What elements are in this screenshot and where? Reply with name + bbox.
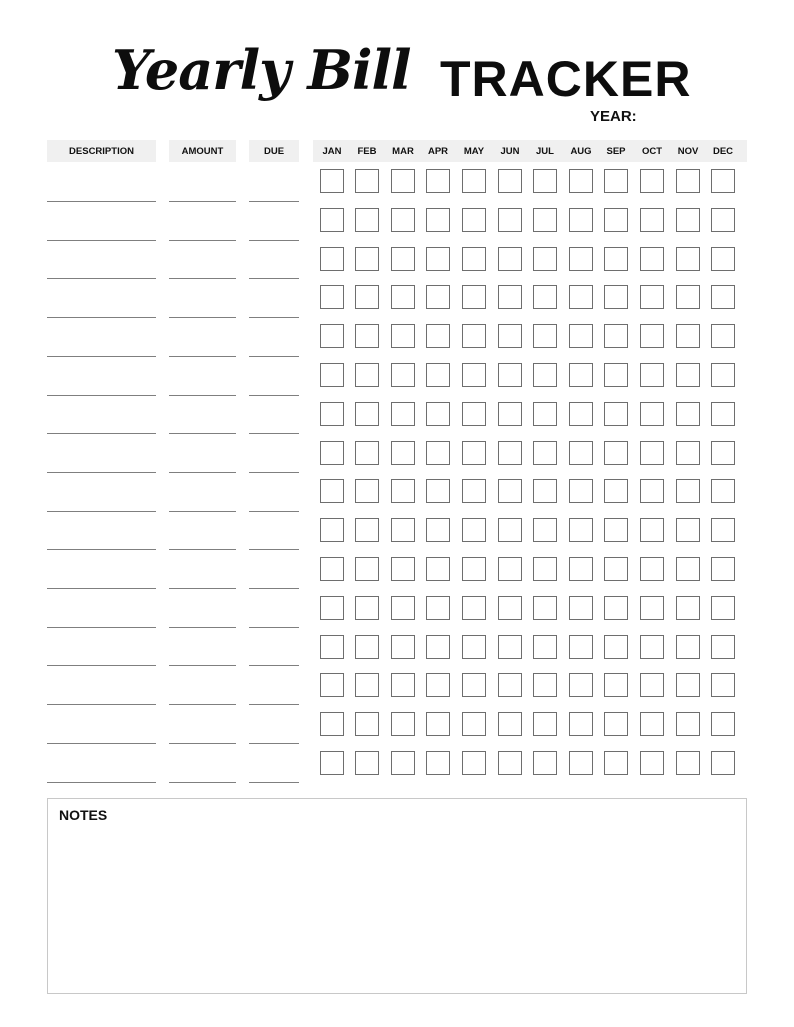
- due-line[interactable]: [249, 472, 299, 473]
- checkbox-nov[interactable]: [676, 712, 700, 736]
- description-line[interactable]: [47, 240, 156, 241]
- checkbox-feb[interactable]: [355, 402, 379, 426]
- checkbox-apr[interactable]: [426, 673, 450, 697]
- month-header-nov: NOV: [677, 145, 699, 157]
- checkbox-aug[interactable]: [569, 712, 593, 736]
- checkbox-jul[interactable]: [533, 208, 557, 232]
- checkbox-dec[interactable]: [711, 285, 735, 309]
- description-line[interactable]: [47, 472, 156, 473]
- checkbox-jul[interactable]: [533, 557, 557, 581]
- due-line[interactable]: [249, 395, 299, 396]
- checkbox-aug[interactable]: [569, 673, 593, 697]
- checkbox-jul[interactable]: [533, 247, 557, 271]
- checkbox-oct[interactable]: [640, 441, 664, 465]
- checkbox-aug[interactable]: [569, 285, 593, 309]
- checkbox-jun[interactable]: [498, 557, 522, 581]
- checkbox-dec[interactable]: [711, 402, 735, 426]
- due-line[interactable]: [249, 240, 299, 241]
- checkbox-apr[interactable]: [426, 324, 450, 348]
- due-line[interactable]: [249, 665, 299, 666]
- checkbox-oct[interactable]: [640, 324, 664, 348]
- checkbox-sep[interactable]: [604, 635, 628, 659]
- checkbox-sep[interactable]: [604, 751, 628, 775]
- checkbox-oct[interactable]: [640, 712, 664, 736]
- checkbox-may[interactable]: [462, 518, 486, 542]
- checkbox-jun[interactable]: [498, 479, 522, 503]
- checkbox-feb[interactable]: [355, 324, 379, 348]
- checkbox-apr[interactable]: [426, 557, 450, 581]
- month-header-jun: JUN: [500, 145, 520, 157]
- checkbox-dec[interactable]: [711, 673, 735, 697]
- checkbox-jan[interactable]: [320, 402, 344, 426]
- due-header: DUE: [249, 140, 299, 162]
- checkbox-aug[interactable]: [569, 363, 593, 387]
- checkbox-feb[interactable]: [355, 208, 379, 232]
- checkbox-dec[interactable]: [711, 479, 735, 503]
- description-line[interactable]: [47, 588, 156, 589]
- checkbox-oct[interactable]: [640, 596, 664, 620]
- checkbox-jan[interactable]: [320, 751, 344, 775]
- checkbox-mar[interactable]: [391, 479, 415, 503]
- month-header-dec: DEC: [712, 145, 734, 157]
- checkbox-may[interactable]: [462, 324, 486, 348]
- checkbox-aug[interactable]: [569, 247, 593, 271]
- checkbox-nov[interactable]: [676, 363, 700, 387]
- checkbox-sep[interactable]: [604, 441, 628, 465]
- month-header-sep: SEP: [606, 145, 626, 157]
- checkbox-aug[interactable]: [569, 751, 593, 775]
- checkbox-sep[interactable]: [604, 169, 628, 193]
- checkbox-dec[interactable]: [711, 208, 735, 232]
- checkbox-feb[interactable]: [355, 751, 379, 775]
- checkbox-dec[interactable]: [711, 363, 735, 387]
- title-script: Yearly Bill: [112, 38, 411, 102]
- checkbox-sep[interactable]: [604, 247, 628, 271]
- month-header-oct: OCT: [641, 145, 663, 157]
- checkbox-feb[interactable]: [355, 479, 379, 503]
- checkbox-jan[interactable]: [320, 441, 344, 465]
- checkbox-aug[interactable]: [569, 324, 593, 348]
- amount-line[interactable]: [169, 472, 236, 473]
- checkbox-mar[interactable]: [391, 324, 415, 348]
- checkbox-may[interactable]: [462, 363, 486, 387]
- checkbox-nov[interactable]: [676, 324, 700, 348]
- checkbox-apr[interactable]: [426, 751, 450, 775]
- description-line[interactable]: [47, 433, 156, 434]
- due-line[interactable]: [249, 549, 299, 550]
- checkbox-may[interactable]: [462, 441, 486, 465]
- checkbox-apr[interactable]: [426, 285, 450, 309]
- checkbox-feb[interactable]: [355, 596, 379, 620]
- amount-line[interactable]: [169, 665, 236, 666]
- checkbox-sep[interactable]: [604, 557, 628, 581]
- checkbox-aug[interactable]: [569, 518, 593, 542]
- checkbox-dec[interactable]: [711, 324, 735, 348]
- checkbox-oct[interactable]: [640, 247, 664, 271]
- checkbox-dec[interactable]: [711, 247, 735, 271]
- checkbox-dec[interactable]: [711, 751, 735, 775]
- checkbox-jul[interactable]: [533, 324, 557, 348]
- checkbox-mar[interactable]: [391, 402, 415, 426]
- checkbox-oct[interactable]: [640, 557, 664, 581]
- description-line[interactable]: [47, 201, 156, 202]
- checkbox-nov[interactable]: [676, 441, 700, 465]
- checkbox-dec[interactable]: [711, 441, 735, 465]
- checkbox-feb[interactable]: [355, 285, 379, 309]
- checkbox-nov[interactable]: [676, 557, 700, 581]
- description-line[interactable]: [47, 704, 156, 705]
- checkbox-apr[interactable]: [426, 479, 450, 503]
- checkbox-mar[interactable]: [391, 557, 415, 581]
- checkbox-sep[interactable]: [604, 324, 628, 348]
- checkbox-jul[interactable]: [533, 402, 557, 426]
- checkbox-jan[interactable]: [320, 363, 344, 387]
- checkbox-mar[interactable]: [391, 285, 415, 309]
- checkbox-may[interactable]: [462, 596, 486, 620]
- checkbox-jun[interactable]: [498, 635, 522, 659]
- checkbox-nov[interactable]: [676, 673, 700, 697]
- checkbox-sep[interactable]: [604, 596, 628, 620]
- checkbox-jun[interactable]: [498, 363, 522, 387]
- due-line[interactable]: [249, 743, 299, 744]
- checkbox-nov[interactable]: [676, 247, 700, 271]
- checkbox-apr[interactable]: [426, 596, 450, 620]
- checkbox-oct[interactable]: [640, 518, 664, 542]
- amount-line[interactable]: [169, 278, 236, 279]
- amount-line[interactable]: [169, 511, 236, 512]
- checkbox-jan[interactable]: [320, 169, 344, 193]
- checkbox-oct[interactable]: [640, 169, 664, 193]
- checkbox-feb[interactable]: [355, 247, 379, 271]
- description-line[interactable]: [47, 395, 156, 396]
- checkbox-feb[interactable]: [355, 557, 379, 581]
- description-line[interactable]: [47, 549, 156, 550]
- checkbox-jul[interactable]: [533, 363, 557, 387]
- checkbox-mar[interactable]: [391, 673, 415, 697]
- due-line[interactable]: [249, 201, 299, 202]
- checkbox-aug[interactable]: [569, 479, 593, 503]
- amount-line[interactable]: [169, 627, 236, 628]
- checkbox-jan[interactable]: [320, 596, 344, 620]
- checkbox-jun[interactable]: [498, 596, 522, 620]
- amount-line[interactable]: [169, 240, 236, 241]
- checkbox-apr[interactable]: [426, 247, 450, 271]
- description-line[interactable]: [47, 511, 156, 512]
- due-line[interactable]: [249, 278, 299, 279]
- description-line[interactable]: [47, 627, 156, 628]
- checkbox-jan[interactable]: [320, 324, 344, 348]
- checkbox-aug[interactable]: [569, 596, 593, 620]
- amount-line[interactable]: [169, 356, 236, 357]
- checkbox-apr[interactable]: [426, 208, 450, 232]
- checkbox-jan[interactable]: [320, 479, 344, 503]
- checkbox-may[interactable]: [462, 169, 486, 193]
- due-line[interactable]: [249, 317, 299, 318]
- checkbox-oct[interactable]: [640, 208, 664, 232]
- due-line[interactable]: [249, 433, 299, 434]
- checkbox-oct[interactable]: [640, 751, 664, 775]
- checkbox-mar[interactable]: [391, 712, 415, 736]
- month-header-mar: MAR: [392, 145, 414, 157]
- checkbox-jul[interactable]: [533, 673, 557, 697]
- checkbox-dec[interactable]: [711, 712, 735, 736]
- checkbox-nov[interactable]: [676, 208, 700, 232]
- checkbox-oct[interactable]: [640, 285, 664, 309]
- checkbox-jul[interactable]: [533, 596, 557, 620]
- months-header: [313, 140, 747, 162]
- amount-line[interactable]: [169, 588, 236, 589]
- description-line[interactable]: [47, 317, 156, 318]
- checkbox-nov[interactable]: [676, 751, 700, 775]
- checkbox-oct[interactable]: [640, 635, 664, 659]
- month-header-aug: AUG: [570, 145, 592, 157]
- checkbox-aug[interactable]: [569, 557, 593, 581]
- amount-line[interactable]: [169, 201, 236, 202]
- checkbox-jun[interactable]: [498, 441, 522, 465]
- checkbox-mar[interactable]: [391, 208, 415, 232]
- checkbox-mar[interactable]: [391, 363, 415, 387]
- checkbox-may[interactable]: [462, 712, 486, 736]
- checkbox-jun[interactable]: [498, 402, 522, 426]
- checkbox-jan[interactable]: [320, 557, 344, 581]
- checkbox-sep[interactable]: [604, 402, 628, 426]
- title-bold: TRACKER: [440, 51, 692, 107]
- amount-line[interactable]: [169, 433, 236, 434]
- checkbox-feb[interactable]: [355, 518, 379, 542]
- checkbox-may[interactable]: [462, 557, 486, 581]
- checkbox-apr[interactable]: [426, 402, 450, 426]
- checkbox-mar[interactable]: [391, 169, 415, 193]
- checkbox-apr[interactable]: [426, 441, 450, 465]
- checkbox-nov[interactable]: [676, 285, 700, 309]
- month-header-jul: JUL: [536, 145, 554, 157]
- checkbox-mar[interactable]: [391, 441, 415, 465]
- checkbox-apr[interactable]: [426, 169, 450, 193]
- description-line[interactable]: [47, 665, 156, 666]
- checkbox-aug[interactable]: [569, 169, 593, 193]
- checkbox-jun[interactable]: [498, 208, 522, 232]
- checkbox-jun[interactable]: [498, 324, 522, 348]
- checkbox-jul[interactable]: [533, 712, 557, 736]
- checkbox-jan[interactable]: [320, 285, 344, 309]
- checkbox-jan[interactable]: [320, 518, 344, 542]
- description-line[interactable]: [47, 356, 156, 357]
- notes-label: NOTES: [59, 807, 108, 823]
- checkbox-dec[interactable]: [711, 635, 735, 659]
- checkbox-apr[interactable]: [426, 635, 450, 659]
- amount-line[interactable]: [169, 704, 236, 705]
- checkbox-mar[interactable]: [391, 635, 415, 659]
- checkbox-jun[interactable]: [498, 751, 522, 775]
- checkbox-nov[interactable]: [676, 402, 700, 426]
- amount-header: AMOUNT: [169, 140, 236, 162]
- checkbox-jun[interactable]: [498, 247, 522, 271]
- checkbox-may[interactable]: [462, 751, 486, 775]
- checkbox-feb[interactable]: [355, 363, 379, 387]
- checkbox-jun[interactable]: [498, 518, 522, 542]
- checkbox-may[interactable]: [462, 247, 486, 271]
- month-header-apr: APR: [427, 145, 449, 157]
- due-line[interactable]: [249, 704, 299, 705]
- checkbox-jul[interactable]: [533, 518, 557, 542]
- checkbox-sep[interactable]: [604, 285, 628, 309]
- checkbox-may[interactable]: [462, 673, 486, 697]
- checkbox-may[interactable]: [462, 635, 486, 659]
- checkbox-nov[interactable]: [676, 518, 700, 542]
- checkbox-mar[interactable]: [391, 518, 415, 542]
- amount-line[interactable]: [169, 549, 236, 550]
- due-line[interactable]: [249, 627, 299, 628]
- checkbox-dec[interactable]: [711, 557, 735, 581]
- checkbox-may[interactable]: [462, 208, 486, 232]
- description-line[interactable]: [47, 743, 156, 744]
- checkbox-dec[interactable]: [711, 518, 735, 542]
- due-line[interactable]: [249, 588, 299, 589]
- checkbox-jul[interactable]: [533, 751, 557, 775]
- checkbox-aug[interactable]: [569, 402, 593, 426]
- checkbox-jan[interactable]: [320, 712, 344, 736]
- checkbox-sep[interactable]: [604, 208, 628, 232]
- amount-line[interactable]: [169, 395, 236, 396]
- checkbox-nov[interactable]: [676, 169, 700, 193]
- due-line[interactable]: [249, 782, 299, 783]
- checkbox-jul[interactable]: [533, 441, 557, 465]
- checkbox-sep[interactable]: [604, 363, 628, 387]
- checkbox-nov[interactable]: [676, 596, 700, 620]
- checkbox-oct[interactable]: [640, 363, 664, 387]
- checkbox-aug[interactable]: [569, 208, 593, 232]
- checkbox-mar[interactable]: [391, 596, 415, 620]
- notes-box[interactable]: [47, 798, 747, 994]
- month-header-feb: FEB: [357, 145, 377, 157]
- checkbox-feb[interactable]: [355, 635, 379, 659]
- checkbox-dec[interactable]: [711, 596, 735, 620]
- month-header-may: MAY: [463, 145, 485, 157]
- checkbox-jun[interactable]: [498, 712, 522, 736]
- checkbox-jul[interactable]: [533, 169, 557, 193]
- checkbox-jul[interactable]: [533, 285, 557, 309]
- checkbox-feb[interactable]: [355, 712, 379, 736]
- checkbox-sep[interactable]: [604, 712, 628, 736]
- amount-line[interactable]: [169, 317, 236, 318]
- checkbox-apr[interactable]: [426, 712, 450, 736]
- checkbox-may[interactable]: [462, 285, 486, 309]
- checkbox-jan[interactable]: [320, 635, 344, 659]
- checkbox-nov[interactable]: [676, 635, 700, 659]
- checkbox-jan[interactable]: [320, 208, 344, 232]
- checkbox-jul[interactable]: [533, 479, 557, 503]
- description-header: DESCRIPTION: [47, 140, 156, 162]
- checkbox-nov[interactable]: [676, 479, 700, 503]
- amount-line[interactable]: [169, 782, 236, 783]
- description-line[interactable]: [47, 278, 156, 279]
- year-label: YEAR:: [590, 108, 637, 125]
- checkbox-apr[interactable]: [426, 363, 450, 387]
- checkbox-dec[interactable]: [711, 169, 735, 193]
- due-line[interactable]: [249, 511, 299, 512]
- checkbox-sep[interactable]: [604, 479, 628, 503]
- due-line[interactable]: [249, 356, 299, 357]
- checkbox-jan[interactable]: [320, 673, 344, 697]
- checkbox-sep[interactable]: [604, 673, 628, 697]
- checkbox-jan[interactable]: [320, 247, 344, 271]
- checkbox-oct[interactable]: [640, 673, 664, 697]
- checkbox-aug[interactable]: [569, 635, 593, 659]
- checkbox-oct[interactable]: [640, 479, 664, 503]
- checkbox-feb[interactable]: [355, 441, 379, 465]
- amount-line[interactable]: [169, 743, 236, 744]
- checkbox-mar[interactable]: [391, 751, 415, 775]
- checkbox-feb[interactable]: [355, 169, 379, 193]
- checkbox-jun[interactable]: [498, 673, 522, 697]
- description-line[interactable]: [47, 782, 156, 783]
- month-header-jan: JAN: [322, 145, 342, 157]
- checkbox-jun[interactable]: [498, 285, 522, 309]
- checkbox-jul[interactable]: [533, 635, 557, 659]
- checkbox-may[interactable]: [462, 402, 486, 426]
- checkbox-may[interactable]: [462, 479, 486, 503]
- checkbox-apr[interactable]: [426, 518, 450, 542]
- checkbox-oct[interactable]: [640, 402, 664, 426]
- checkbox-sep[interactable]: [604, 518, 628, 542]
- checkbox-mar[interactable]: [391, 247, 415, 271]
- checkbox-jun[interactable]: [498, 169, 522, 193]
- checkbox-aug[interactable]: [569, 441, 593, 465]
- checkbox-feb[interactable]: [355, 673, 379, 697]
